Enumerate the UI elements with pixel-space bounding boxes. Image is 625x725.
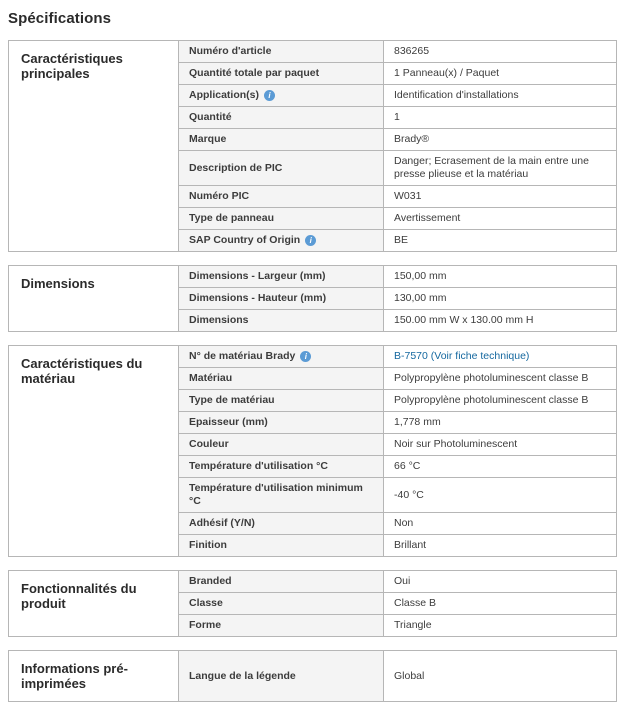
spec-label-text: Type de matériau [189,394,275,406]
spec-value [384,434,616,455]
spec-label [179,478,384,512]
spec-label [179,368,384,389]
spec-label-text: Adhésif (Y/N) [189,517,255,529]
spec-value [384,456,616,477]
spec-label-text: Quantité totale par paquet [189,67,320,79]
spec-label [179,434,384,455]
spec-label [179,107,384,128]
spec-value-text: Global [394,669,425,682]
spec-value [384,412,616,433]
spec-value-text: 66 °C [394,460,421,472]
spec-label [179,535,384,556]
spec-label-text: Dimensions - Hauteur (mm) [189,292,327,304]
spec-value [384,107,616,128]
spec-label [179,63,384,84]
spec-label-text: Description de PIC [189,161,283,174]
spec-value [384,63,616,84]
spec-label [179,266,384,287]
spec-label-text: Type de panneau [189,212,274,224]
spec-value-text: Danger; Ecrasement de la main entre une presse plieuse et la matériau [394,155,589,180]
spec-row [179,615,616,636]
spec-value [384,41,616,62]
spec-label-text: Application(s) [189,89,259,101]
spec-row [179,571,616,593]
spec-section [8,345,617,557]
spec-value [384,310,616,331]
spec-label-text: Température d'utilisation °C [189,460,328,472]
spec-label [179,390,384,411]
sections-container [8,40,617,702]
spec-label [179,85,384,106]
spec-rows [179,571,616,636]
spec-value-text: Oui [394,575,411,587]
spec-row [179,230,616,251]
spec-label [179,186,384,207]
spec-value-text: 1,778 mm [394,416,441,428]
spec-label [179,41,384,62]
spec-row [179,288,616,310]
spec-value [384,346,616,367]
spec-label-text: Branded [189,575,232,587]
spec-label-text: Dimensions - Largeur (mm) [189,270,326,282]
spec-value-text: 1 Panneau(x) / Paquet [394,67,500,79]
spec-label-text: Finition [189,539,227,551]
spec-value-text: 130,00 mm [394,292,447,304]
spec-label-text: SAP Country of Origin [189,234,301,246]
spec-row [179,513,616,535]
spec-row [179,478,616,513]
spec-value-text: Identification d'installations [394,89,519,101]
spec-rows [179,651,616,701]
spec-row [179,208,616,230]
spec-value-text: Polypropylène photoluminescent classe B [394,394,589,406]
spec-row [179,41,616,63]
spec-row [179,651,616,701]
spec-label-text: Classe [189,597,223,609]
info-icon[interactable]: i [264,90,275,101]
spec-value [384,85,616,106]
spec-value-text: Classe B [394,597,437,609]
spec-rows [179,346,616,556]
info-icon[interactable]: i [300,351,311,362]
spec-label-text: Epaisseur (mm) [189,416,268,428]
spec-value [384,651,616,701]
spec-label [179,208,384,229]
spec-row [179,390,616,412]
spec-label [179,230,384,251]
section-title: Caractéristiques principales [9,41,179,251]
spec-row [179,186,616,208]
spec-label [179,571,384,592]
spec-label [179,513,384,534]
spec-label-text: Température d'utilisation minimum °C [189,482,363,507]
page-title: Spécifications [8,10,112,27]
spec-section [8,40,617,252]
spec-value [384,478,616,512]
section-title: Caractéristiques du matériau [9,346,179,556]
spec-row [179,535,616,556]
spec-value [384,368,616,389]
spec-label-text: Numéro d'article [189,45,272,57]
spec-value-text: Non [394,517,414,529]
spec-label-text: Matériau [189,372,233,384]
spec-label [179,129,384,150]
spec-value-text: BE [394,234,409,246]
spec-value-text: 1 [394,111,400,123]
spec-value-text: W031 [394,190,422,202]
spec-label-text: Dimensions [189,314,249,326]
spec-label [179,151,384,185]
spec-row [179,593,616,615]
spec-value-text: 836265 [394,45,430,57]
spec-section [8,650,617,702]
spec-row [179,63,616,85]
spec-value [384,266,616,287]
spec-section [8,265,617,332]
spec-value-text: Brillant [394,539,427,551]
spec-value-text: Avertissement [394,212,461,224]
spec-value [384,208,616,229]
section-title: Informations pré-imprimées [9,651,179,701]
spec-value [384,513,616,534]
spec-rows [179,41,616,251]
info-icon[interactable]: i [305,235,316,246]
spec-row [179,85,616,107]
spec-row [179,456,616,478]
spec-row [179,151,616,186]
spec-value-text: Noir sur Photoluminescent [394,438,518,450]
spec-label [179,346,384,367]
spec-value-text: Triangle [394,619,432,631]
spec-value [384,571,616,592]
spec-label [179,310,384,331]
spec-row [179,266,616,288]
spec-label-text: Forme [189,619,222,631]
section-title: Fonctionnalités du produit [9,571,179,636]
spec-row [179,310,616,331]
spec-value [384,593,616,614]
spec-label-text: Langue de la légende [189,669,296,682]
spec-value [384,615,616,636]
material-datasheet-link[interactable]: B-7570 (Voir fiche technique) [394,350,530,362]
spec-row [179,368,616,390]
spec-label [179,456,384,477]
spec-value-text: Brady® [394,133,430,145]
spec-value [384,288,616,309]
spec-value [384,230,616,251]
spec-row [179,434,616,456]
spec-label [179,288,384,309]
spec-row [179,412,616,434]
spec-section [8,570,617,637]
spec-label [179,615,384,636]
spec-rows [179,266,616,331]
spec-label-text: N° de matériau Brady [189,350,296,362]
spec-row [179,129,616,151]
spec-value-text: 150,00 mm [394,270,447,282]
spec-value-text: -40 °C [394,488,424,501]
spec-row [179,107,616,129]
spec-value [384,151,616,185]
spec-value [384,390,616,411]
spec-value [384,186,616,207]
spec-value-text: 150.00 mm W x 130.00 mm H [394,314,534,326]
spec-label-text: Numéro PIC [189,190,250,202]
spec-label-text: Quantité [189,111,232,123]
spec-value-text: Polypropylène photoluminescent classe B [394,372,589,384]
section-title: Dimensions [9,266,179,331]
spec-label-text: Couleur [189,438,229,450]
spec-value [384,535,616,556]
spec-label-text: Marque [189,133,227,145]
spec-label [179,651,384,701]
spec-row [179,346,616,368]
spec-label [179,593,384,614]
spec-label [179,412,384,433]
spec-value [384,129,616,150]
